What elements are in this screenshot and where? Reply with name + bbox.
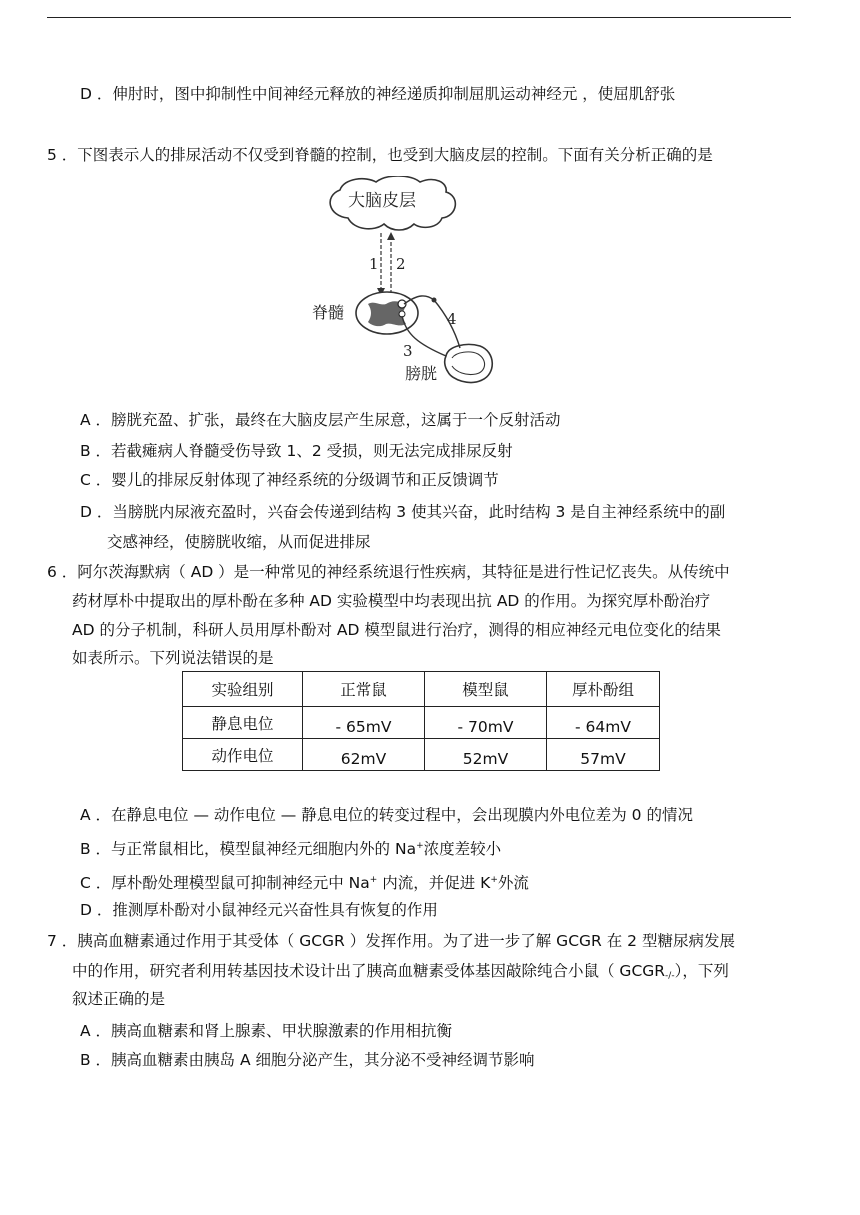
table-cell: - 65mV bbox=[303, 707, 425, 739]
pathway-2-arrow bbox=[387, 232, 395, 240]
table-header: 厚朴酚组 bbox=[547, 672, 660, 707]
q6-stem-line2: 药材厚朴中提取出的厚朴酚在多种 AD 实验模型中均表现出抗 AD 的作用。为探究厚朴酚治疗 bbox=[72, 592, 711, 610]
table-cell: - 70mV bbox=[425, 707, 547, 739]
table-row bbox=[183, 739, 660, 771]
q6-stem-line4: 如表所示。下列说法错误的是 bbox=[72, 649, 274, 667]
q7-stem-line2: 中的作用，研究者利用转基因技术设计出了胰高血糖素受体基因敲除纯合小鼠（ $GCGR_{-/-}$），下列 bbox=[72, 962, 729, 981]
brain-label: 大脑皮层 bbox=[348, 191, 416, 211]
table-header: 模型鼠 bbox=[425, 672, 547, 707]
table-header: 实验组别 bbox=[183, 672, 303, 707]
table-cell: - 64mV bbox=[547, 707, 660, 739]
q6-option-a: A ．在静息电位 — 动作电位 — 静息电位的转变过程中，会出现膜内外电位差为 0 的情况 bbox=[80, 806, 693, 824]
table-row-label: 动作电位 bbox=[183, 739, 303, 771]
table-cell: 52mV bbox=[425, 739, 547, 771]
q7-option-a: A ．胰高血糖素和肾上腺素、甲状腺激素的作用相抗衡 bbox=[80, 1022, 453, 1040]
pathway-2-label: 2 bbox=[396, 255, 406, 273]
table-cell: 62mV bbox=[303, 739, 425, 771]
header-rule bbox=[47, 17, 791, 18]
q6-stem-line3: AD 的分子机制，科研人员用厚朴酚对 AD 模型鼠进行治疗，测得的相应神经元电位变化的结果 bbox=[72, 621, 721, 639]
nerve-3-label: 3 bbox=[403, 342, 413, 360]
table-row-label: 静息电位 bbox=[183, 707, 303, 739]
pathway-1-label: 1 bbox=[369, 255, 379, 273]
nerve-4-label: 4 bbox=[447, 310, 457, 328]
spinal-label: 脊髓 bbox=[312, 303, 345, 322]
potential-table bbox=[182, 671, 660, 771]
q5-stem: 5 ．下图表示人的排尿活动不仅受到脊髓的控制，也受到大脑皮层的控制。下面有关分析正确的是 bbox=[47, 146, 713, 164]
q6-stem-line1: 6 ．阿尔茨海默病（ AD ）是一种常见的神经系统退行性疾病，其特征是进行性记忆丧失。从传统中 bbox=[47, 563, 730, 581]
bladder-label: 膀胱 bbox=[405, 364, 438, 383]
q7-stem-line3: 叙述正确的是 bbox=[72, 990, 166, 1008]
q4-option-d: D ．伸肘时，图中抑制性中间神经元释放的神经递质抑制屈肌运动神经元 ，使屈肌舒张 bbox=[80, 85, 676, 103]
table-header-row bbox=[183, 672, 660, 707]
table-header: 正常鼠 bbox=[303, 672, 425, 707]
table-row bbox=[183, 707, 660, 739]
q7-stem-line1: 7 ．胰高血糖素通过作用于其受体（ GCGR ）发挥作用。为了进一步了解 GCGR 在 2 型糖尿病发展 bbox=[47, 932, 735, 950]
q6-option-d: D ．推测厚朴酚对小鼠神经元兴奋性具有恢复的作用 bbox=[80, 901, 438, 919]
q6-option-b: B ．与正常鼠相比，模型鼠神经元细胞内外的 Na+浓度差较小 bbox=[80, 840, 502, 858]
q6-option-c: C ．厚朴酚处理模型鼠可抑制神经元中 Na+ 内流，并促进 K+外流 bbox=[80, 874, 529, 892]
q7-option-b: B ．胰高血糖素由胰岛 A 细胞分泌产生，其分泌不受神经调节影响 bbox=[80, 1051, 535, 1069]
q5-option-a: A ．膀胱充盈、扩张，最终在大脑皮层产生尿意，这属于一个反射活动 bbox=[80, 411, 561, 429]
q5-option-b: B ．若截瘫病人脊髓受伤导致 1、2 受损，则无法完成排尿反射 bbox=[80, 442, 513, 460]
q5-option-c: C ．婴儿的排尿反射体现了神经系统的分级调节和正反馈调节 bbox=[80, 471, 499, 489]
table-cell: 57mV bbox=[547, 739, 660, 771]
q5-option-d-line2: 交感神经，使膀胱收缩，从而促进排尿 bbox=[107, 533, 371, 551]
urination-control-diagram bbox=[310, 176, 500, 388]
q5-option-d-line1: D ．当膀胱内尿液充盈时，兴奋会传递到结构 3 使其兴奋，此时结构 3 是自主神经系统中的副 bbox=[80, 503, 726, 521]
